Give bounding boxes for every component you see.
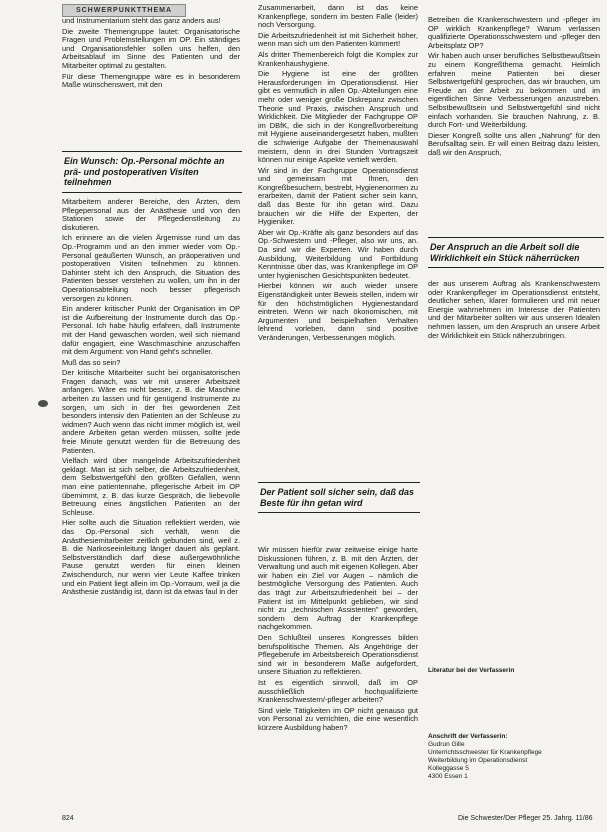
column-2 — [258, 4, 418, 345]
paragraph: Den Schlußteil unseres Kongresses bilden berufspolitische Themen. Als Angehörige der Pflegeberufe im Arbeitsbereich Operationsdienst sind wir in besonderem Maße aufgefordert, unsere Situation zu reflektieren. — [258, 632, 418, 677]
paragraph: Aber wir Op.-Kräfte als ganz besonders auf das Op.-Schwestern und -Pfleger, also wir uns, an. Da sind wir die Experten. Wir haben durch Ausbildung, Weiterbildung und Fortbildung Kenntnisse über das, was Krankenpflege im OP unter hygienischen Gesichtspunkten bedeutet. — [258, 227, 418, 280]
section-header: SCHWERPUNKTTHEMA — [62, 4, 186, 17]
paragraph: Ein anderer kritischer Punkt der Organisation im OP ist die Aufbereitung der Instrumente durch das Op.-Personal. Ich habe häufig erfahren, daß Instrumente mit der Hand gewaschen worden, weil sich niemand dafür engagiert, eine Waschmaschine anzuschaffen mit dem Argument: von Hand geht's schneller. — [62, 304, 240, 357]
column-1 — [62, 17, 240, 92]
address-name: Gudrun Gille — [428, 741, 465, 748]
paragraph: Dieser Kongreß sollte uns allen „Nahrung" für den Berufsalltag sein. Er will einen Beitrag dazu leisten, daß wir den Anspruch, — [428, 130, 600, 157]
paragraph: Für diese Themengruppe wäre es in besonderem Maße wünschenswert, mit den — [62, 71, 240, 90]
pull-quote-2: Der Patient soll sicher sein, daß das Beste für ihn getan wird — [258, 482, 420, 513]
literature-note: Literatur bei der Verfasserin — [428, 667, 515, 674]
paragraph: Muß das so sein? — [62, 357, 121, 367]
paragraph: Ist es eigentlich sinnvoll, daß im OP ausschließlich hochqualifizierte Krankenschwestern/-pfleger arbeiten? — [258, 677, 418, 705]
paragraph: Wir sind in der Fachgruppe Operationsdienst und gemeinsam mit Ihnen, den Kongreßbesuchern, bestrebt, Hygienenormen zu erarbeiten, damit der Patient sicher sein kann, daß das Beste für ihn getan wird. Dazu brauchen wir die Hilfe der Experten, der Hygieniker. — [258, 165, 418, 227]
paragraph: Betreiben die Krankenschwestern und -pfleger im OP wirklich Krankenpflege? Warum verlassen qualifizierte Operationsschwestern und -pfleger den Arbeitsplatz OP? — [428, 15, 600, 50]
column-2-cont — [258, 546, 418, 734]
scan-blemish — [38, 400, 48, 407]
paragraph: Mitarbeitern anderer Bereiche, den Ärzten, dem Pflegepersonal aus der Anästhesie und von den Stationen sowie der Pflegedienstleitung zu diskutieren. — [62, 197, 240, 232]
paragraph: und Instrumentarium steht das ganz anders aus! — [62, 16, 221, 25]
paragraph: der aus unserem Auftrag als Krankenschwestern oder Krankenpfleger im Operationsdienst entsteht, deutlicher sehen, klarer formulieren und mit neuer Energie wahrnehmen im Interesse der Patienten und der Mitarbeiter sollten wir aus unseren Idealen nehmen lassen, um den Anspruch an unsere Arbeit der Wirklichkeit ein Stück näherzubringen. — [428, 279, 600, 340]
paragraph: Die zweite Themengruppe lautet: Organisatorische Fragen und Problemstellungen im OP. Ein ständiges und Organisationsfehler sollen uns helfen, den Arbeitsablauf im Sinne des Patienten und der Mitarbeiter optimal zu gestalten. — [62, 26, 240, 70]
paragraph: Wir müssen hierfür zwar zeitweise einige harte Diskussionen führen, z. B. mit den Ärzten, der Verwaltung und auch mit eigenen Kollegen. Aber wir haben ein Ziel vor Augen – nämlich die bestmögliche Versorgung des Patienten. Auch das trägt zur Arbeitszufriedenheit bei – der Patient ist im Mittelpunkt geblieben, wir sind nicht zu „technischen Assistenten" geworden, sondern dem Auftrag der Krankenpflege nachgekommen. — [258, 545, 418, 632]
column-3 — [428, 16, 600, 160]
column-1-cont — [62, 198, 240, 599]
column-3-cont — [428, 280, 600, 342]
author-address — [428, 733, 598, 781]
paragraph: Die Hygiene ist eine der größten Herausforderungen im Operationsdienst. Hier gibt es vermutlich in allen Op.-Abteilungen eine mehr oder weniger große Diskrepanz zwischen Theorie und Praxis, zwischen Anspruch und Wirklichkeit. Die Mitglieder der Fachgruppe OP im DBfK, die sich in der Kongreßvorbereitung mit Hygiene auseinandergesetzt haben, mußten die schwierige Aufgabe der Themenauswahl meistern, denn in drei Stunden Vortragszeit können nur einige Aspekte vertieft werden. — [258, 69, 418, 165]
paragraph: Als dritter Themenbereich folgt die Komplex zur Krankenhaushygiene. — [258, 49, 418, 68]
paragraph: Zusammenarbeit, dann ist das keine Krankenpflege, sondern im besten Falle (leider) noch Versorgung. — [258, 3, 418, 30]
address-title: Anschrift der Verfasserin: — [428, 733, 508, 740]
address-line: Unterrichtsschwester für Krankenpflege — [428, 749, 542, 756]
address-line: Kolleggasse 5 — [428, 765, 469, 772]
pull-quote-1: Ein Wunsch: Op.-Personal möchte an prä- und postoperativen Visiten teilnehmen — [62, 151, 242, 193]
address-line: 4300 Essen 1 — [428, 773, 468, 780]
page-number: 824 — [62, 815, 74, 822]
journal-footer: Die Schwester/Der Pfleger 25. Jahrg. 11/86 — [458, 815, 593, 822]
address-line: Weiterbildung im Operationsdienst — [428, 757, 528, 764]
paragraph: Der kritische Mitarbeiter sucht bei organisatorischen Fragen danach, was wir mit unserer Arbeitszeit anfangen. Wäre es nicht besser, z. B. die Maschine arbeiten zu lassen und für genügend Instrumente zu sorgen, um sich in der frei gewordenen Zeit besonders intensiv den Patienten an der Schleuse zu widmen? Auch wenn das nicht immer möglich ist, weil andere Arbeiten getan werden müssen, sollte jede freie Minute genutzt werden für die Betreuung des Patienten. — [62, 368, 240, 455]
paragraph: Ich erinnere an die vielen Ärgernisse rund um das Op.-Programm und an den immer wieder vom Op.-Personal geäußerten Wunsch, an präoperativen und postoperativen Visiten teilnehmen zu können. Dahinter steht ich den Anspruch, die Situation des Patienten besser verstehen zu wollen, um ihn in der Operationsabteilung noch besser pflegerisch versorgen zu können. — [62, 233, 240, 303]
paragraph: Sind viele Tätigkeiten im OP nicht genauso gut von Personal zu verrichten, die eine wesentlich kürzere Ausbildung haben? — [258, 705, 418, 732]
paragraph: Hierbei können wir auch wieder unsere Eigenständigkeit unter Beweis stellen, indem wir für den höchstmöglichen Hygienestandard eintreten. Wenn wir nach ökonomischen, mit Argumenten und beispielhaften Verhalten lehrend vorleben, dann sind positive Veränderungen, Verbesserungen möglich. — [258, 281, 418, 342]
paragraph: Vielfach wird über mangelnde Arbeitszufriedenheit geklagt. Man ist sich selber, die Arbeitszufriedenheit, dem Selbstwertgefühl den größten Gefallen, wenn man eine patientennahe, pflegerische Arbeit im OP übernimmt, z. B. das kurze Gespräch, die liebevolle Betreuung eines ängstlichen Patienten an der Schleuse. — [62, 456, 240, 517]
paragraph: Wir haben auch unser berufliches Selbstbewußtsein zu einem Kongreßthema gemacht. Heimlich erfahren meine Patienten bei dieser Selbstwertgefühl gesprochen, das wir brauchen, um Freude an der Arbeit zu bekommen und im eigentlichen Sinne Verbesserungen anzustreben. Selbstbewußtsein und Selbstwertgefühl sind nicht einfach vorhanden. Sie brauchen Nahrung, z. B. durch Fort- und Weiterbildung. — [428, 51, 600, 130]
paragraph: Die Arbeitszufriedenheit ist mit Sicherheit höher, wenn man sich um den Patienten kümmert! — [258, 30, 418, 49]
paragraph: Hier sollte auch die Situation reflektiert werden, wie das Op.-Personal sich verhält, wenn die Anästhesiemitarbeiter zeitlich gebunden sind, weil z. B. die Narkoseeinleitung länger dauert als geplant. Selbstverständlich darf diese außergewöhnliche Pause genutzt werden für einen kleinen Zwischendurch, nur wenn vier Leute Kaffee trinken und ein Patient liegt allein im Op.-Vorraum, weil ja die Anästhesie zuständig ist, dann ist da etwas faul in der — [62, 518, 240, 597]
pull-quote-3: Der Anspruch an die Arbeit soll die Wirklichkeit ein Stück näherrücken — [428, 237, 604, 268]
